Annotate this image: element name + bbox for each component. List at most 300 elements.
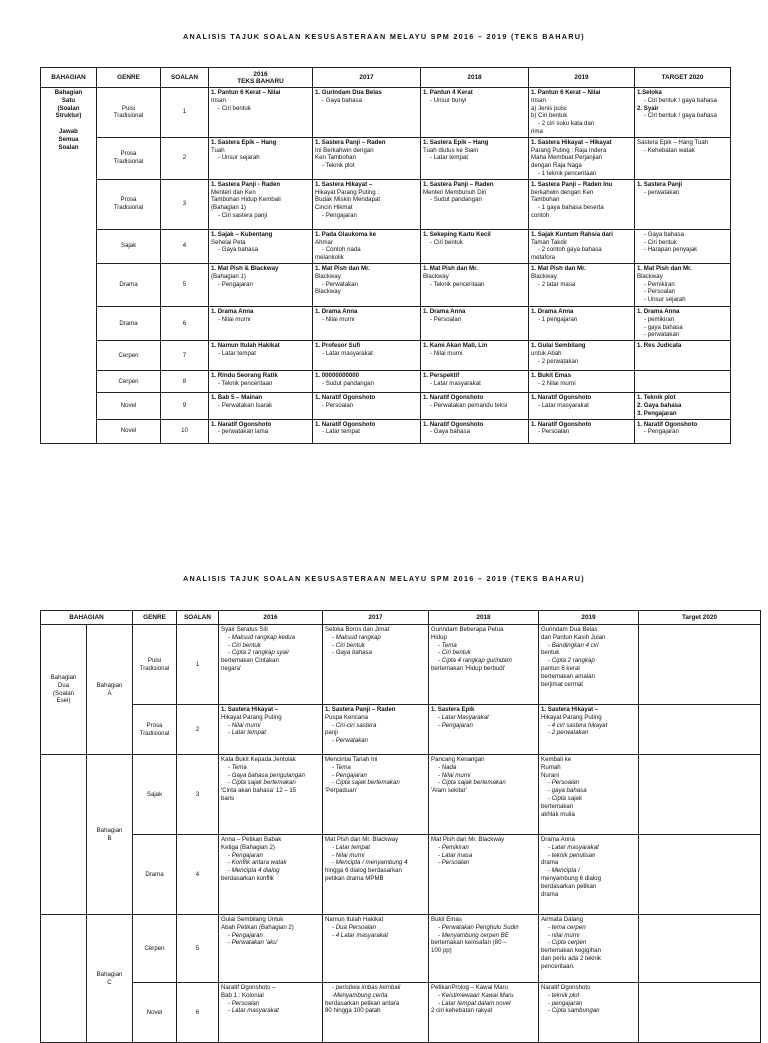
cell-y2016 [209, 393, 313, 419]
soalan-cell [177, 705, 219, 755]
cell-text-line: - Persoalan [548, 779, 580, 787]
table-row [41, 983, 761, 1043]
cell-text-line: 1. Gurindam Dua Belas [315, 89, 382, 96]
cell-y2017 [323, 705, 429, 755]
cell-text-line: bertemakan Cintakan [221, 657, 279, 665]
cell-text-line: 2. Syair [637, 104, 659, 112]
cell-text-line: - Ciri bentuk [644, 238, 677, 246]
cell-text-line: - Tema [332, 763, 351, 771]
cell-text-line: - Kehebatan watak [644, 146, 695, 154]
cell-y2018 [421, 393, 529, 419]
cell-text-line: - Ciri bentuk / gaya bahasa [644, 96, 717, 104]
cell-text-line: Bahagian [96, 681, 123, 689]
cell-text-line: - Teknik plot [322, 162, 355, 170]
table-row [41, 755, 761, 835]
cell-text-line: 5 [182, 281, 187, 289]
cell-text-line: - 2 perwatakan [538, 357, 579, 365]
cell-text-line: 1. Sajak – Kubentang [211, 230, 273, 238]
cell-text-line: 1. Rindu Seorang Ratik [211, 372, 278, 380]
cell-text-line: - perwatakan [644, 188, 680, 196]
cell-y2019 [529, 306, 635, 340]
table-row [41, 88, 731, 138]
cell-text-line: Bahagian [50, 673, 77, 681]
cell-text-line: - Perwatakan 'aku' [228, 939, 278, 947]
cell-text-line: - Gaya bahasa [332, 649, 372, 657]
cell-text-line: Bukit Emas [431, 916, 462, 923]
cell-y2017 [313, 393, 421, 419]
cell-y2019 [529, 229, 635, 263]
analysis-table-part-2 [40, 610, 761, 1043]
cell-text-line: - Cipta 2 rangkap syair [228, 649, 290, 657]
genre-cell [97, 229, 161, 263]
cell-y2019 [539, 755, 639, 835]
cell-text-line: Naratif Ogonshoto [541, 984, 591, 991]
cell-text-line: - Unsur sejarah [218, 154, 260, 162]
cell-text-line: 1. Pada Glaukoma ke [315, 230, 376, 238]
cell-text-line: - Gaya bahasa [218, 246, 258, 254]
cell-text-line: - 4 ciri sastera hikayat [548, 721, 608, 729]
cell-text-line: - Latar Masyarakat [438, 713, 489, 721]
cell-text-line: 1. Sastera Panji [637, 180, 683, 188]
table-row [41, 306, 731, 340]
table-row [41, 835, 761, 915]
cell-text-line: - Pemikiran [438, 843, 469, 851]
cell-text-line: Prosa [120, 150, 137, 158]
soalan-cell [177, 625, 219, 705]
cell-text-line: - Latar tempat [332, 843, 370, 851]
cell-y2019 [529, 393, 635, 419]
cell-text-line: Ketiga (Bahagian 2) [221, 843, 275, 851]
cell-text-line: - Latar masyarakat [322, 349, 373, 357]
cell-y2018 [429, 705, 539, 755]
cell-text-line: - 1 gaya bahasa beserta [538, 204, 604, 212]
cell-text-line: 100 pp) [431, 947, 452, 955]
cell-text-line: - Cipta sajak bertemakan [332, 779, 400, 787]
header-2017: 2017 [323, 611, 429, 625]
cell-y2019 [539, 983, 639, 1043]
cell-text-line: - Latar tempat [228, 729, 266, 737]
cell-t2020 [635, 306, 731, 340]
cell-y2018 [421, 306, 529, 340]
cell-text-line: berdasarkan petikan [541, 882, 597, 890]
cell-text-line: 1. Drama Anna [423, 307, 466, 315]
cell-text-line: - Nilai murni [218, 315, 251, 323]
cell-y2019 [529, 179, 635, 229]
cell-text-line: Cerpen [144, 944, 165, 952]
cell-text-line: 1. Mat Pish dan Mr. [531, 264, 586, 272]
cell-text-line: Insan [211, 96, 226, 104]
cell-y2016 [209, 341, 313, 371]
cell-text-line: 1. Mat Pish dan Mr. [315, 264, 370, 272]
cell-text-line: Drama [119, 319, 138, 327]
cell-text-line: 1. Drama Anna [531, 307, 574, 315]
cell-text-line: 1. Sastera Panji – Raden [423, 180, 494, 188]
cell-text-line: - Gaya bahasa [430, 428, 470, 436]
cell-text-line: Bab 1 : Kolonial [221, 991, 264, 999]
cell-text-line: - Nilai murni [430, 349, 463, 357]
cell-text-line: petikan drama MPMB [325, 874, 384, 882]
cell-text-line: - teknik plot [548, 991, 580, 999]
table-row [41, 705, 761, 755]
cell-text-line: 2 ciri kehebatan rakyat [431, 1007, 493, 1015]
genre-cell [97, 263, 161, 306]
cell-text-line: Dua [57, 681, 70, 689]
cell-text-line: Struktur) [55, 112, 82, 120]
cell-text-line: - Persoalan [430, 315, 462, 323]
cell-y2018 [421, 229, 529, 263]
cell-y2018 [429, 983, 539, 1043]
cell-text-line: Hikayat Parang Puting [221, 713, 282, 721]
cell-text-line: 1. Sastera Hikayat – [315, 180, 373, 188]
cell-text-line: akhlak mulia [541, 810, 575, 818]
cell-text-line: (Soalan [52, 689, 74, 697]
cell-text-line: Sastera Epik – Hang Tuah [637, 138, 709, 146]
cell-text-line: berdasarkan petikan antara [325, 999, 400, 1007]
cell-text-line: 1.Seloka [637, 89, 662, 96]
cell-text-line: - Latar tempat [218, 349, 256, 357]
cell-text-line: - Pengajaran [218, 280, 253, 288]
cell-t2020 [635, 88, 731, 138]
bahagian-satu-cell [41, 88, 97, 444]
cell-text-line: Ini Berkahwin dengan [315, 146, 374, 154]
cell-text-line: - Cipta sajak [548, 794, 582, 802]
cell-text-line: Hikayat Parang Puting [541, 713, 602, 721]
cell-y2019 [539, 835, 639, 915]
cell-y2018 [421, 88, 529, 138]
cell-y2018 [429, 915, 539, 983]
cell-text-line: 1. Sastera Panji – Raden [325, 706, 396, 713]
table-header-row [41, 68, 731, 88]
cell-text-line: 'Cinta akan bahasa' 12 – 15 [221, 787, 297, 795]
cell-text-line: baris [221, 794, 235, 802]
cell-y2019 [529, 371, 635, 393]
cell-text-line: Sehelai Peta [211, 238, 246, 246]
cell-text-line: - Ciri bentuk [430, 238, 463, 246]
cell-text-line: 5 [195, 944, 200, 952]
cell-y2018 [429, 625, 539, 705]
cell-text-line: Cerpen [118, 351, 139, 359]
cell-y2019 [539, 705, 639, 755]
cell-text-line: 9 [182, 401, 187, 409]
cell-t2020 [639, 755, 761, 835]
cell-y2019 [529, 88, 635, 138]
cell-t2020 [635, 137, 731, 179]
cell-text-line: B [107, 834, 112, 842]
genre-cell [133, 625, 177, 705]
cell-text-line: berjimat cermat [541, 680, 583, 688]
cell-y2017 [313, 263, 421, 306]
cell-text-line: - Latar tempat [322, 428, 360, 436]
cell-text-line: - Perwatakan Isarak [218, 401, 273, 409]
cell-text-line: Jawab [59, 127, 78, 135]
table-row [41, 137, 731, 179]
cell-text-line: 'Perpaduan' [325, 787, 358, 795]
cell-text-line: 1. Namun Itulah Hakikat [211, 342, 280, 350]
cell-text-line: bentuk [541, 649, 560, 657]
cell-text-line: Naratif Ogonshoto – [221, 984, 276, 991]
cell-text-line: bertemakan [541, 802, 574, 810]
cell-text-line: - Nilai murni [322, 315, 355, 323]
cell-t2020 [635, 371, 731, 393]
cell-text-line: 1. Bukit Emas [531, 372, 571, 380]
cell-text-line [43, 120, 94, 128]
cell-text-line: - Bandingkan 4 ciri [548, 641, 599, 649]
cell-text-line: 3 [195, 790, 200, 798]
cell-text-line: - Contoh nada [322, 246, 361, 254]
cell-text-line: 1. Naratif Ogonshoto [315, 394, 376, 402]
cell-text-line: 1. Res Judicata [637, 342, 682, 350]
cell-text-line: - Perwatakan [322, 280, 358, 288]
cell-text-line: - 2 perwatakan [548, 729, 589, 737]
cell-text-line: - Nilai murni [438, 771, 471, 779]
cell-text-line: Prosa [146, 721, 163, 729]
cell-y2019 [529, 341, 635, 371]
cell-text-line: 1. Profesor Sufi [315, 342, 361, 350]
cell-text-line: Maha Membuat Perjanjian [531, 154, 603, 162]
header-target-2020: Target 2020 [639, 611, 761, 625]
cell-text-line: 1. Naratif Ogonshoto [423, 420, 484, 428]
soalan-cell [177, 983, 219, 1043]
cell-text-line: Anna – Petikan Babak [221, 836, 282, 843]
cell-text-line: - Gaya bahasa [644, 230, 684, 238]
genre-cell [133, 983, 177, 1043]
header-2016: 2016 [219, 611, 323, 625]
cell-t2020 [639, 625, 761, 705]
cell-text-line: Mencintai Tanah Ini [325, 756, 378, 763]
soalan-cell [177, 835, 219, 915]
cell-text-line: penceritaan. [541, 962, 575, 970]
genre-cell [133, 835, 177, 915]
table-header-row [41, 611, 761, 625]
cell-text-line: 1. Sajak Kuntum Rahsia dari [531, 230, 613, 238]
cell-text-line: - Latar masyarakat [430, 379, 481, 387]
cell-y2017 [323, 983, 429, 1043]
cell-text-line: Nurani [541, 771, 559, 779]
cell-text-line: bertemakan keinsafan (80 – [431, 939, 507, 947]
cell-t2020 [635, 419, 731, 443]
bahagian-b-cell [87, 755, 133, 915]
cell-y2019 [529, 419, 635, 443]
cell-text-line: - Pengajaran [644, 428, 679, 436]
cell-text-line: 1. Sastera Panji – Raden [315, 138, 386, 146]
cell-text-line: - Latar masyarakat [228, 1007, 279, 1015]
bahagian-a-cell [87, 625, 133, 755]
cell-text-line: - Ciri bentuk / gaya bahasa [644, 112, 717, 120]
cell-text-line: - Harapan penyajak [644, 246, 698, 254]
cell-text-line: - Ciri-ciri sastera [332, 721, 377, 729]
cell-text-line: - Sudut pandangan [430, 196, 482, 204]
cell-text-line: Kembali ke [541, 756, 572, 763]
cell-y2016 [209, 306, 313, 340]
cell-text-line: Novel [146, 1008, 163, 1016]
cell-text-line: - Gaya bahasa [322, 96, 362, 104]
cell-y2016 [209, 179, 313, 229]
cell-text-line: - Perwatakan [332, 737, 368, 745]
cell-text-line: Satu [61, 96, 76, 104]
header-bahagian: BAHAGIAN [41, 611, 133, 625]
cell-text-line: - Persoalan [322, 401, 354, 409]
cell-text-line: 1. Drama Anna [637, 307, 680, 315]
cell-text-line: Airmata Dalang [541, 916, 583, 923]
cell-text-line: - Latar tempat [430, 154, 468, 162]
cell-text-line: hingga 6 dialog berdasarkan [325, 867, 402, 875]
cell-text-line: 1. Naratif Ogonshoto [531, 420, 592, 428]
cell-text-line: Menteri Membunuh Diri [423, 188, 487, 196]
cell-y2017 [323, 755, 429, 835]
bahagian-c-cell [87, 915, 133, 1043]
cell-text-line: Insan [531, 96, 546, 104]
cell-text-line: berkahwin dengan Ken [531, 188, 594, 196]
table-row [41, 419, 731, 443]
cell-text-line: 2 [195, 725, 200, 733]
header-2016: 2016 TEKS BAHARU [209, 68, 313, 88]
cell-text-line: - Ciri sastera panji [218, 211, 268, 219]
cell-text-line: (Bahagian 1) [211, 204, 246, 212]
cell-text-line: - Nilai murni [228, 721, 261, 729]
cell-text-line: 7 [182, 351, 187, 359]
cell-text-line: - Pengajaran [228, 931, 263, 939]
cell-text-line: - Ciri bentuk [228, 641, 261, 649]
cell-text-line: metafora [531, 254, 556, 262]
cell-y2016 [219, 915, 323, 983]
cell-y2018 [429, 755, 539, 835]
cell-text-line: - Mencipta 4 dialog [228, 867, 280, 875]
cell-text-line: 1. Sastera Panji - Raden [211, 180, 281, 188]
genre-cell [97, 371, 161, 393]
cell-text-line: 3 [182, 200, 187, 208]
cell-text-line: Tradisional [139, 664, 170, 672]
cell-text-line: 1. Naratif Ogonshoto [211, 420, 272, 428]
header-target-2020: TARGET 2020 [635, 68, 731, 88]
genre-cell [133, 705, 177, 755]
cell-text-line: Sajak [120, 242, 137, 250]
cell-y2017 [323, 915, 429, 983]
header-2017: 2017 [313, 68, 421, 88]
analysis-table-part-1 [40, 67, 731, 444]
cell-text-line: dan Pantun Kasih Julan [541, 633, 606, 641]
cell-text-line: Tradisional [113, 112, 144, 120]
cell-t2020 [639, 705, 761, 755]
cell-text-line: 10 [181, 427, 188, 435]
cell-y2018 [421, 341, 529, 371]
cell-text-line: Blackway [315, 288, 341, 296]
cell-text-line: Puisi [121, 104, 136, 112]
cell-t2020 [635, 179, 731, 229]
cell-text-line: - Unsur bunyi [430, 96, 467, 104]
cell-text-line: - Persoalan [438, 859, 470, 867]
genre-cell [97, 306, 161, 340]
cell-text-line: Mat Pish dan Mr. Blackway [325, 836, 399, 843]
cell-y2016 [219, 755, 323, 835]
cell-text-line: - Persoalan [538, 428, 570, 436]
cell-text-line: 1. Drama Anna [211, 307, 254, 315]
cell-text-line: - 2 contoh gaya bahasa [538, 246, 602, 254]
cell-text-line: - Keistimewaan Kawai Maru [438, 991, 514, 999]
cell-text-line: Rumah [541, 763, 561, 771]
cell-text-line: 80 hingga 100 patah [325, 1007, 381, 1015]
cell-text-line: 1. Mat Pish dan Mr. [423, 264, 478, 272]
cell-y2017 [313, 229, 421, 263]
cell-text-line: - Teknik penceritaan [218, 379, 273, 387]
cell-text-line: drama [541, 859, 559, 867]
cell-text-line: - Gaya bahasa pengulangan [228, 771, 305, 779]
bahagian-dua-cell [41, 625, 87, 755]
cell-text-line: 1. Perspektif [423, 372, 460, 380]
cell-y2017 [313, 137, 421, 179]
cell-text-line: 6 [195, 1008, 200, 1016]
cell-text-line: Puspa Kencana [325, 713, 369, 721]
cell-text-line: (Bahagian 1) [211, 272, 246, 280]
cell-text-line: - Latar masyarakat [538, 401, 589, 409]
cell-text-line: Cerpen [118, 377, 139, 385]
header-bahagian: BAHAGIAN [41, 68, 97, 88]
cell-text-line: Ahmar [315, 238, 333, 246]
cell-y2017 [323, 835, 429, 915]
cell-text-line: Namun Itulah Hakikat [325, 916, 384, 923]
cell-text-line: - Teknik penceritaan [430, 280, 485, 288]
cell-text-line: Blackway [531, 272, 557, 280]
cell-text-line: - Cipta sambungan [548, 1007, 600, 1015]
cell-text-line: Gulai Sembilang Untuk [221, 916, 284, 923]
cell-text-line: 1. Sekeping Kartu Kecil [423, 230, 491, 238]
cell-text-line: - Latar tempat dalam novel [438, 999, 511, 1007]
cell-text-line: Tradisional [139, 729, 170, 737]
cell-text-line: Menteri dan Ken [211, 188, 256, 196]
cell-y2017 [313, 341, 421, 371]
cell-text-line: Drama [145, 870, 164, 878]
cell-text-line: Gurindam Dua Belas [541, 626, 598, 633]
empty-cell [41, 915, 87, 1043]
cell-text-line: Taman Takdir [531, 238, 568, 246]
table-row [41, 229, 731, 263]
soalan-cell [161, 393, 209, 419]
cell-text-line: Ken Tambohan [315, 154, 356, 162]
cell-text-line: - Sudut pandangan [322, 379, 374, 387]
cell-text-line: Pancang Kenangan [431, 756, 485, 763]
cell-text-line: 2 [182, 154, 187, 162]
cell-text-line: 1. Sastera Hikayat – [221, 706, 279, 713]
table-row [41, 263, 731, 306]
genre-cell [97, 419, 161, 443]
cell-text-line: Drama [119, 281, 138, 289]
cell-text-line: 1 [182, 108, 187, 116]
cell-text-line: Abah Petikan (Bahagian 2) [221, 923, 294, 931]
cell-text-line: panji [325, 729, 338, 737]
cell-text-line: Drama Anna [541, 836, 575, 843]
cell-text-line: - Pemikiran [644, 280, 675, 288]
cell-text-line: - Konflik antara watak [228, 859, 287, 867]
cell-text-line: 1. Teknik plot [637, 394, 676, 402]
cell-text-line: - Maksud rangkap [332, 633, 381, 641]
cell-text-line: - 1 pengajaran [538, 315, 578, 323]
genre-cell [97, 88, 161, 138]
cell-text-line: dengan Raja Naga [531, 162, 582, 170]
cell-text-line: 1. Mat Pish & Blackway [211, 264, 279, 272]
cell-y2016 [219, 983, 323, 1043]
cell-text-line: - 2 Nilai murni [538, 379, 576, 387]
cell-text-line: - Menyambung cerpen BE [438, 931, 509, 939]
cell-text-line: Tradisional [113, 158, 144, 166]
cell-text-line: rima [531, 127, 543, 135]
cell-text-line: - Pengajaran [228, 851, 263, 859]
cell-text-line: Hidup [431, 633, 447, 641]
cell-text-line: - Tema [438, 641, 457, 649]
cell-text-line: - Persoalan [644, 288, 676, 296]
genre-cell [97, 179, 161, 229]
cell-t2020 [635, 229, 731, 263]
cell-text-line: Novel [120, 427, 137, 435]
cell-text-line: - Perwatakan pemandu teksi [430, 401, 508, 409]
